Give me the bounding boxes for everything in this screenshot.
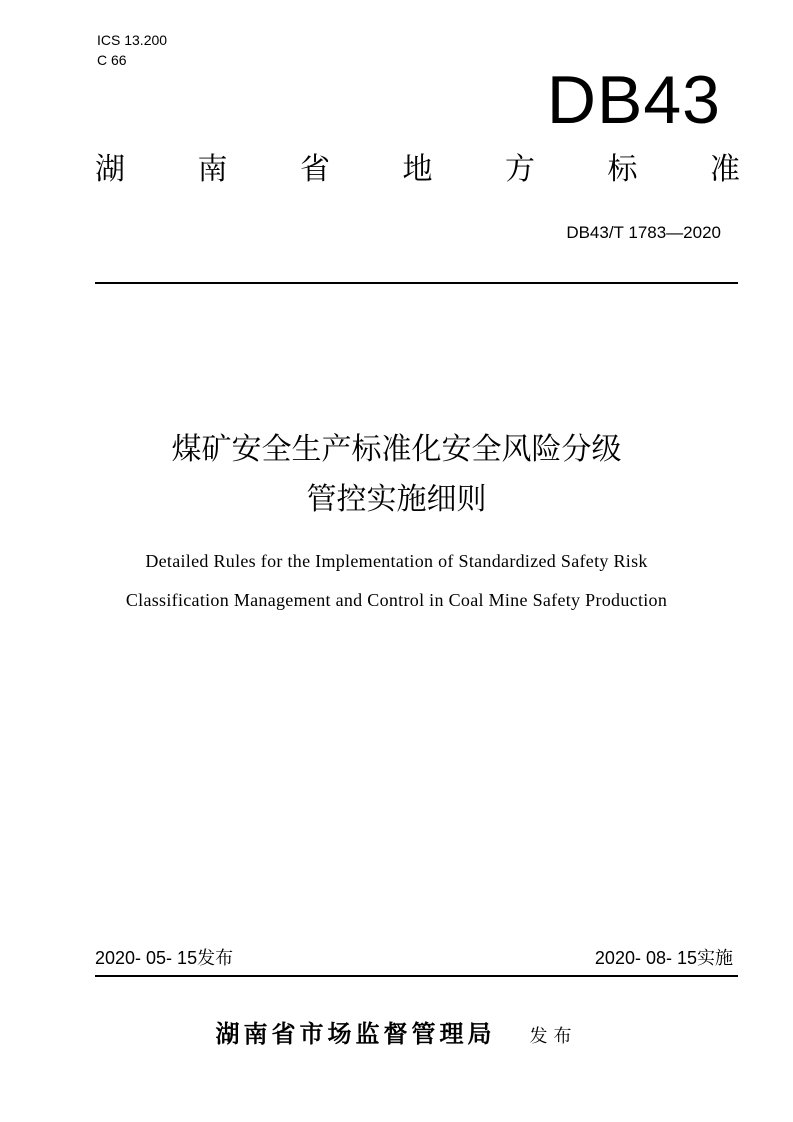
standard-type-char: 标 xyxy=(607,152,638,187)
publisher-row xyxy=(0,1018,793,1053)
publish-label: 发布 xyxy=(529,1026,578,1047)
standard-type-char: 准 xyxy=(710,152,740,187)
standard-type-char: 地 xyxy=(402,152,433,187)
standard-type-char: 湖 xyxy=(95,152,125,187)
standard-type-char: 省 xyxy=(300,152,330,187)
issue-date: 2020- 05- 15发布 xyxy=(95,948,234,968)
title-en-line1: Detailed Rules for the Implementation of Standardized Safety Risk xyxy=(145,551,648,571)
title-cn-line2: 管控实施细则 xyxy=(306,482,487,517)
bottom-divider xyxy=(95,975,738,977)
standard-type-char: 南 xyxy=(197,152,228,187)
title-en-line2: Classification Management and Control in Coal Mine Safety Production xyxy=(125,590,668,610)
implementation-date: 2020- 08- 15实施 xyxy=(594,948,733,968)
ics-code: ICS 13.200 xyxy=(97,32,168,48)
title-cn-line1: 煤矿安全生产标准化安全风险分级 xyxy=(171,432,622,467)
db-mark: DB43 xyxy=(546,62,721,138)
ccs-code: C 66 xyxy=(97,52,127,68)
top-divider xyxy=(95,282,738,284)
standard-number: DB43/T 1783—2020 xyxy=(566,223,721,242)
standard-type-char: 方 xyxy=(505,152,535,187)
standard-type xyxy=(95,148,740,192)
publisher-name: 湖南省市场监督管理局 xyxy=(215,1020,496,1048)
